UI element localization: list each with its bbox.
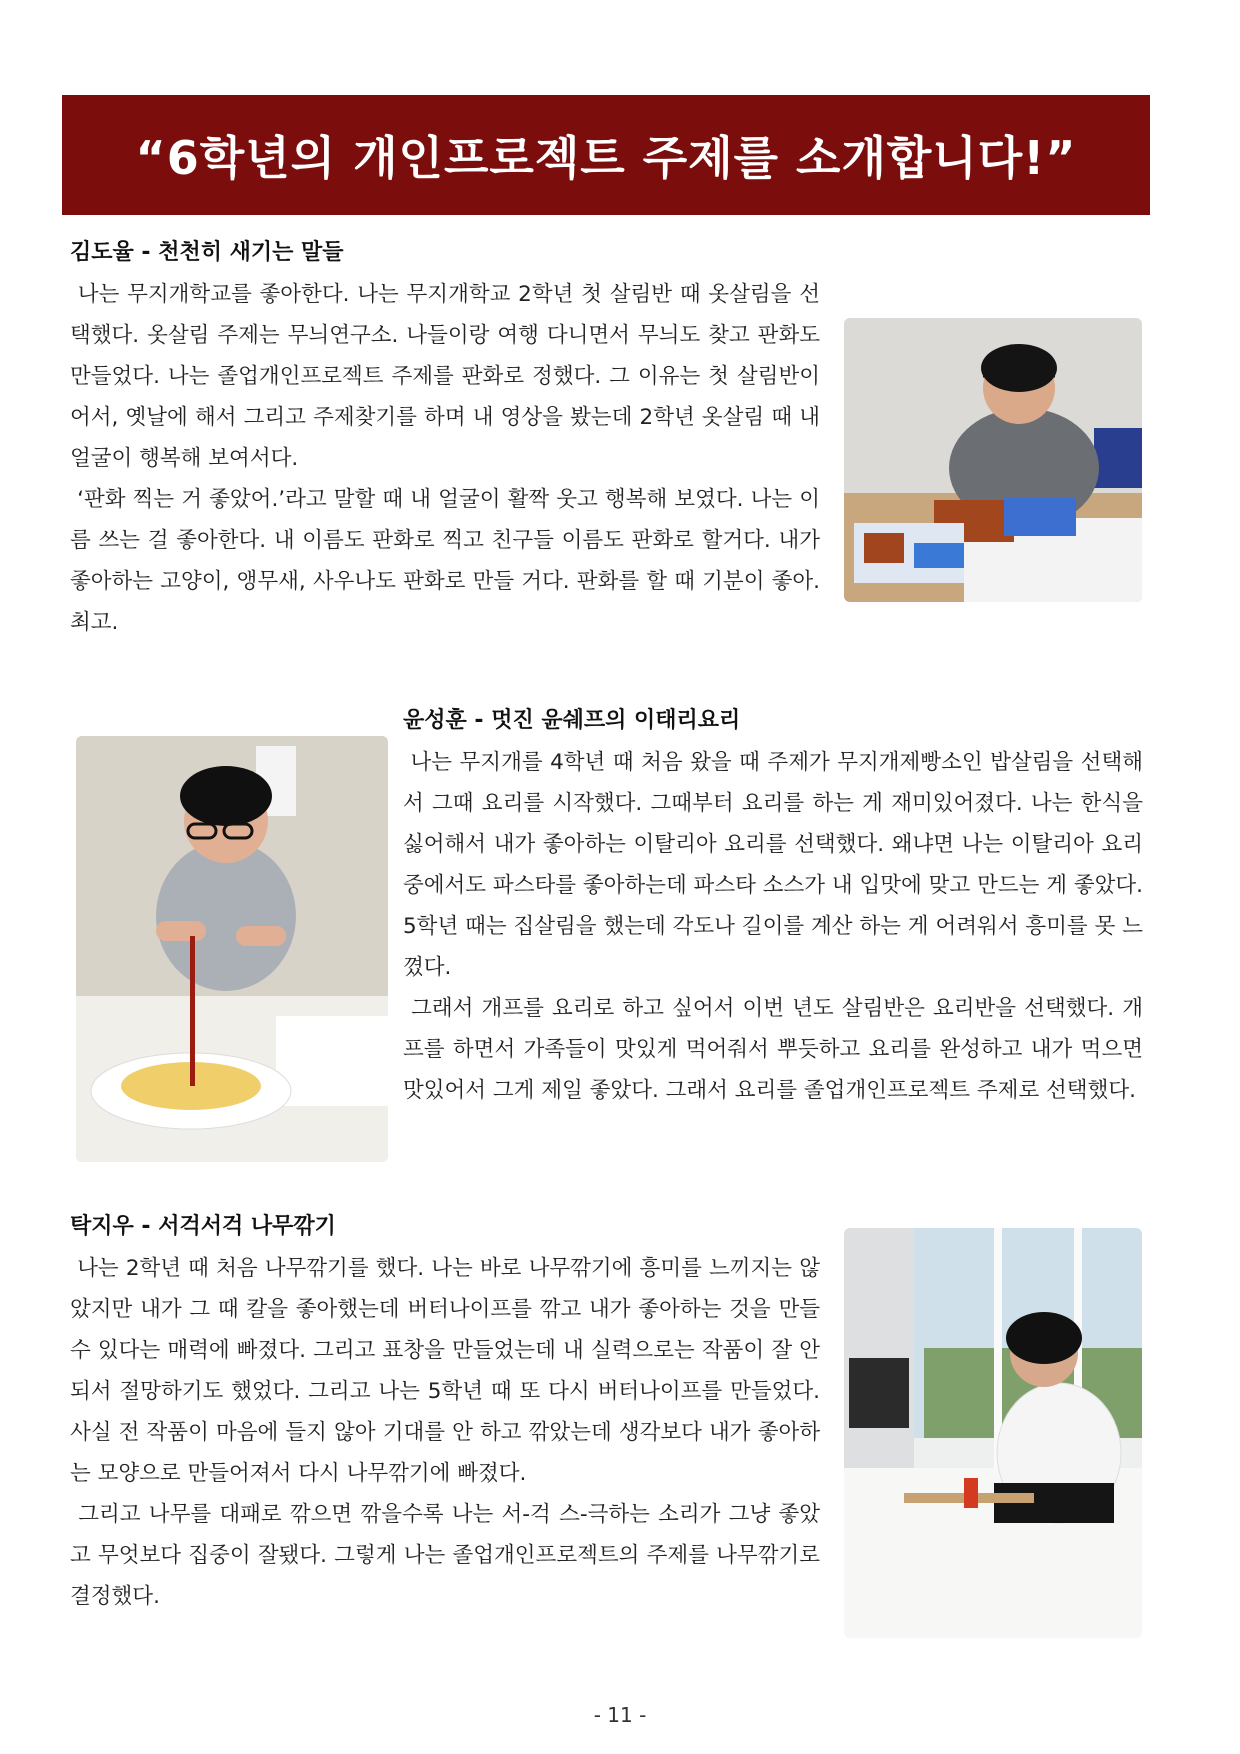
section-paragraph: 그래서 개프를 요리로 하고 싶어서 이번 년도 살림반은 요리반을 선택했다. 개프를 하면서 가족들이 맛있게 먹어줘서 뿌듯하고 요리를 완성하고 내가 먹으면 맛있어서 그게 제일 좋았다. 그래서 요리를 졸업개인프로젝트 주제로 선택했다.	[403, 996, 1143, 1103]
page-number: - 11 -	[593, 1703, 647, 1727]
section-heading: 윤성훈 - 멋진 윤쉐프의 이태리요리	[403, 708, 741, 733]
page-banner	[62, 95, 1150, 215]
section-paragraph: 그리고 나무를 대패로 깎으면 깎을수록 나는 서-걱 스-극하는 소리가 그냥 좋았고 무엇보다 집중이 잘됐다. 그렇게 나는 졸업개인프로젝트의 주제를 나무깎기로 결정했다.	[70, 1502, 820, 1609]
student-woodcarving-photo	[844, 1228, 1142, 1638]
section-heading: 탁지우 - 서걱서걱 나무깎기	[70, 1214, 336, 1239]
cooking-illustration	[76, 736, 388, 1162]
section-paragraph: 나는 무지개를 4학년 때 처음 왔을 때 주제가 무지개제빵소인 밥살림을 선택해서 그때 요리를 시작했다. 그때부터 요리를 하는 게 재미있어졌다. 나는 한식을 싫어해서 내가 좋아하는 이탈리아 요리를 선택했다. 왜냐면 나는 이탈리아 요리 중에서도 파스타를 좋아하는데 파스타 소스가 내 입맛에 맞고 만드는 게 좋았다. 5학년 때는 집살림을 했는데 각도나 길이를 계산 하는 게 어려워서 흥미를 못 느꼈다.	[403, 750, 1143, 980]
section-kim-doyul	[70, 236, 820, 643]
section-paragraph: 나는 무지개학교를 좋아한다. 나는 무지개학교 2학년 첫 살림반 때 옷살림을 선택했다. 옷살림 주제는 무늬연구소. 나들이랑 여행 다니면서 무늬도 찾고 판화도 만들었다. 나는 졸업개인프로젝트 주제를 판화로 정했다. 그 이유는 첫 살림반이어서, 옛날에 해서 그리고 주제찾기를 하며 내 영상을 봤는데 2학년 옷살림 때 내 얼굴이 행복해 보여서다.	[70, 282, 820, 471]
section-heading: 김도율 - 천천히 새기는 말들	[70, 240, 344, 265]
student-printmaking-photo	[844, 318, 1142, 602]
woodcarving-illustration	[844, 1228, 1142, 1638]
student-cooking-pasta-photo	[76, 736, 388, 1162]
section-paragraph: ‘판화 찍는 거 좋았어.’라고 말할 때 내 얼굴이 활짝 웃고 행복해 보였다. 나는 이름 쓰는 걸 좋아한다. 내 이름도 판화로 찍고 친구들 이름도 판화로 할거다. 내가 좋아하는 고양이, 앵무새, 사우나도 판화로 만들 거다. 판화를 할 때 기분이 좋아. 최고.	[70, 487, 820, 635]
section-paragraph: 나는 2학년 때 처음 나무깎기를 했다. 나는 바로 나무깎기에 흥미를 느끼지는 않았지만 내가 그 때 칼을 좋아했는데 버터나이프를 깎고 내가 좋아하는 것을 만들 수 있다는 매력에 빠졌다. 그리고 표창을 만들었는데 내 실력으로는 작품이 잘 안 되서 절망하기도 했었다. 그리고 나는 5학년 때 또 다시 버터나이프를 만들었다. 사실 전 작품이 마음에 들지 않아 기대를 안 하고 깎았는데 생각보다 내가 좋아하는 모양으로 만들어져서 다시 나무깎기에 빠졌다.	[70, 1256, 820, 1486]
section-tak-jiwoo	[70, 1210, 820, 1617]
banner-title: “6학년의 개인프로젝트 주제를 소개합니다!”	[135, 131, 1077, 185]
printmaking-illustration	[844, 318, 1142, 602]
section-yoon-seonghun	[403, 704, 1143, 1111]
